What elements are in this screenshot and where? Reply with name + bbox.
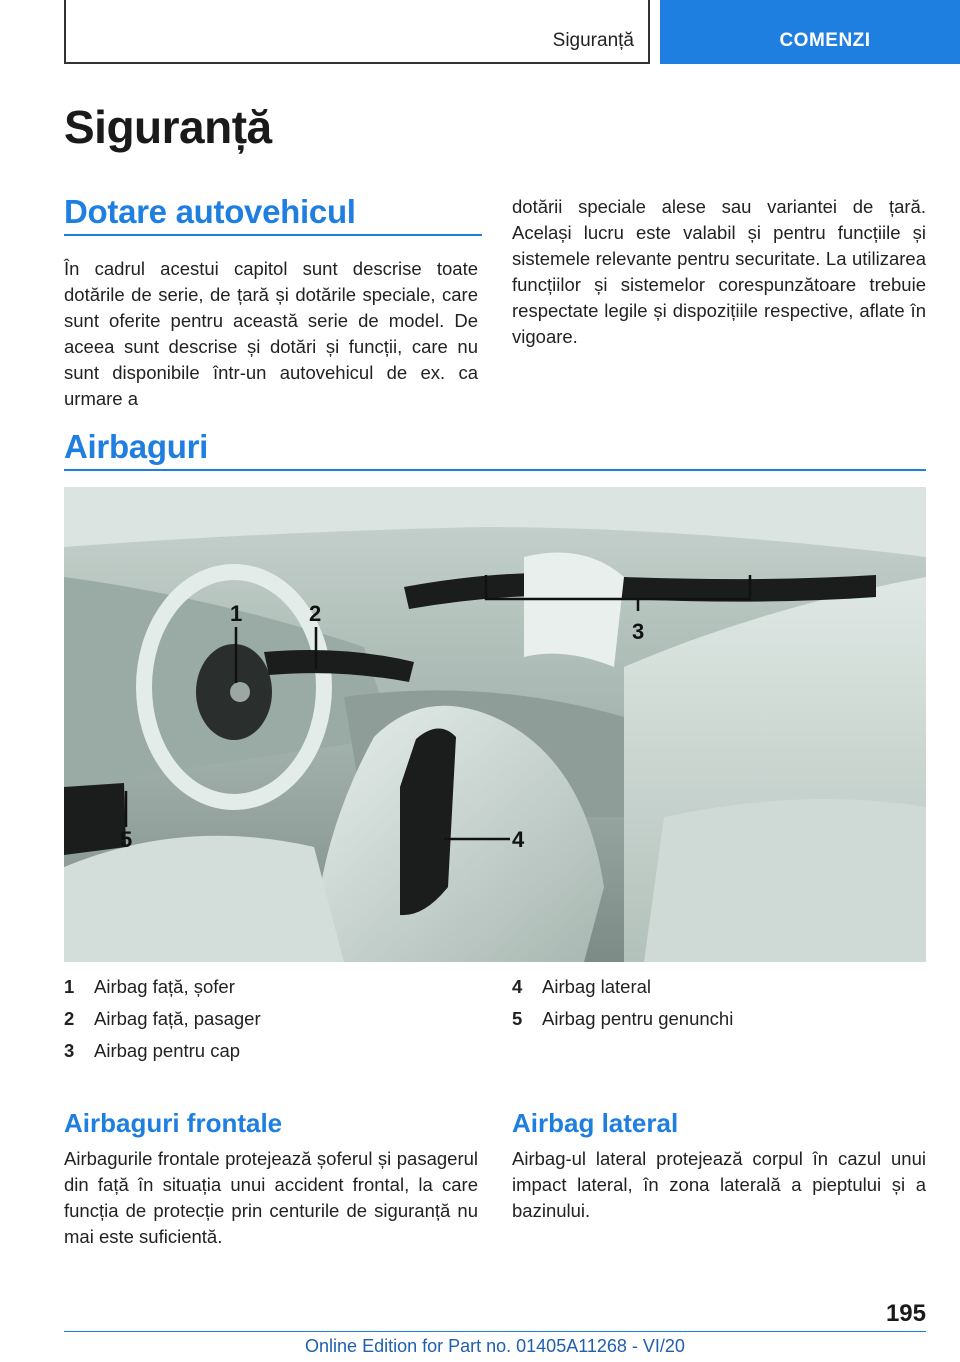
paragraph-dotare-left: În cadrul acestui capitol sunt descrise toate dotările de serie, de țară și dotările speciale, care sunt oferite pentru această serie de model. De aceea sunt descrise și dotări și funcții, care nu sunt disponibile într-un autovehicul de ex. ca urmare a: [64, 258, 478, 409]
legend-right: [512, 976, 733, 1040]
heading-rule: [64, 469, 926, 471]
legend-label: Airbag pentru cap: [94, 1040, 241, 1061]
paragraph-frontale: Airbagurile frontale protejează șoferul și pasagerul din față în situația unui accident frontal, la care funcția de protecție prin centurile de siguranță nu mai este suficientă.: [64, 1148, 478, 1247]
legend-label: Airbag față, șofer: [94, 976, 235, 997]
legend-label: Airbag pentru genunchi: [542, 1008, 734, 1029]
paragraph-lateral: Airbag-ul lateral protejează corpul în cazul unui impact lateral, în zona laterală a pieptului și a bazinului.: [512, 1148, 926, 1221]
callout-1: 1: [230, 601, 243, 626]
legend-label: Airbag lateral: [542, 976, 652, 997]
footer-rule: [64, 1331, 926, 1332]
callout-3: 3: [632, 619, 645, 644]
legend-item: [64, 1040, 261, 1072]
callout-5: 5: [120, 827, 133, 852]
airbag-illustration: [64, 487, 926, 962]
legend-item: [512, 976, 733, 1008]
legend-number: 3: [64, 1040, 75, 1061]
legend-number: 5: [512, 1008, 523, 1029]
header-tab-label: COMENZI: [779, 30, 871, 51]
paragraph-dotare-right: dotării speciale alese sau variantei de țară. Același lucru este valabil și pentru funcțiile și sistemele relevante pentru securitate. La utilizarea funcțiilor și sistemelor corespunzătoare trebuie respectate legile și dispozițiile respective, aflate în vigoare.: [512, 196, 926, 347]
heading-airbag-lateral: Airbag lateral: [512, 1108, 679, 1138]
header-box: [64, 0, 650, 64]
legend-label: Airbag față, pasager: [94, 1008, 261, 1029]
footer-edition[interactable]: Online Edition for Part no. 01405A11268 - VI/20: [305, 1336, 685, 1356]
legend-number: 4: [512, 976, 523, 997]
legend-item: [64, 1008, 261, 1040]
heading-dotare: Dotare autovehicul: [64, 193, 356, 230]
heading-airbaguri: Airbaguri: [64, 428, 208, 465]
legend-number: 2: [64, 1008, 75, 1029]
legend-item: [512, 1008, 733, 1040]
header-section-title: Siguranță: [552, 30, 634, 51]
page-title: Siguranță: [64, 101, 272, 153]
page-number: 195: [885, 1300, 926, 1327]
callout-2: 2: [309, 601, 322, 626]
car-interior-drawing: [64, 487, 926, 962]
legend-item: [64, 976, 261, 1008]
heading-rule: [64, 234, 482, 236]
header-tab-comenzi[interactable]: [660, 0, 960, 64]
legend-left: [64, 976, 261, 1072]
legend-number: 1: [64, 976, 75, 997]
heading-airbaguri-frontale: Airbaguri frontale: [64, 1108, 283, 1138]
callout-4: 4: [512, 827, 525, 852]
